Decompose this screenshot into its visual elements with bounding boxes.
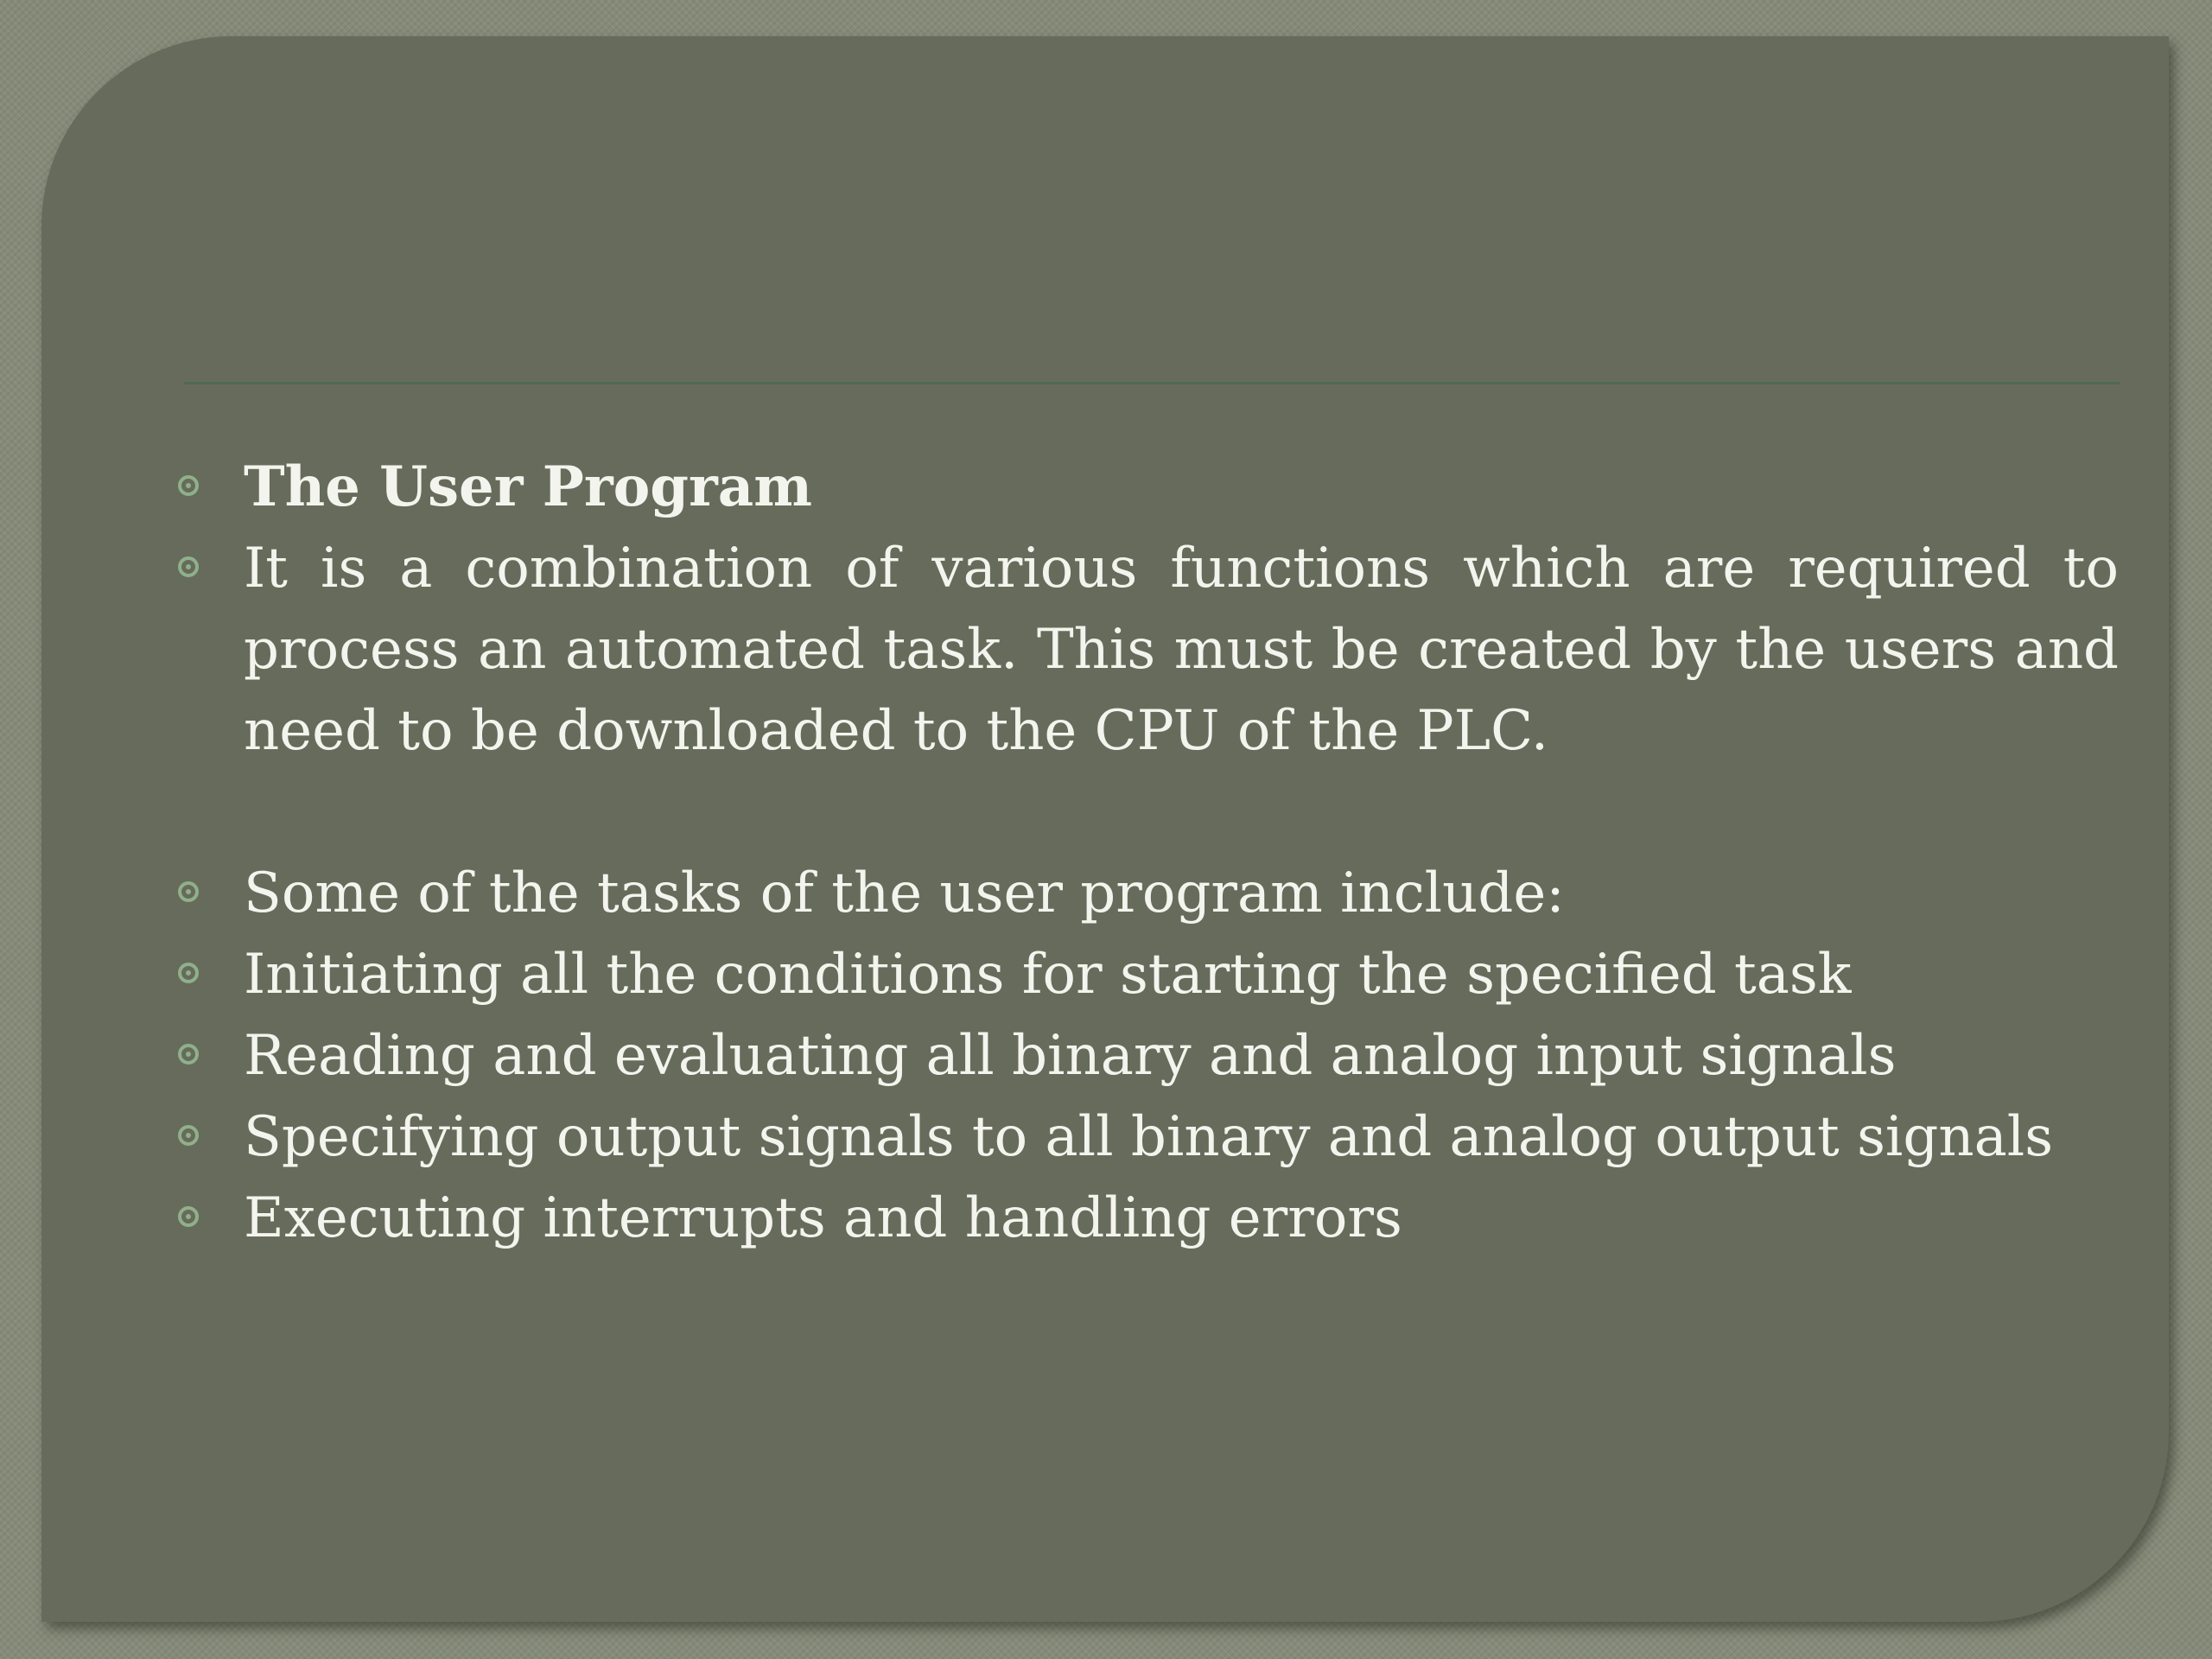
bullet-text: The User Program	[244, 454, 812, 519]
bullet-text: Some of the tasks of the user program include:	[244, 861, 1565, 925]
bullet-task-specifying	[173, 1096, 2119, 1178]
bullet-definition	[173, 528, 2119, 772]
bullet-spacer	[173, 772, 2119, 853]
bullet-text: It is a combination of various functions which are required to process an automated task. This must be created by the users and need to be downloaded to the CPU of the PLC.	[244, 537, 2119, 763]
bullet-text: Specifying output signals to all binary and analog output signals	[244, 1105, 2054, 1169]
circle-dot-bullet-icon	[178, 1206, 199, 1227]
bullet-list	[173, 447, 2119, 1259]
circle-dot-bullet-icon	[178, 963, 199, 983]
circle-dot-bullet-icon	[178, 881, 199, 902]
bullet-text: Initiating all the conditions for starting the specified task	[244, 943, 1852, 1007]
circle-dot-bullet-icon	[178, 556, 199, 577]
bullet-task-initiating	[173, 934, 2119, 1015]
circle-dot-bullet-icon	[178, 1125, 199, 1146]
bullet-heading-user-program	[173, 447, 2119, 528]
bullet-tasks-intro	[173, 853, 2119, 934]
circle-dot-bullet-icon	[178, 1044, 199, 1065]
title-divider	[184, 382, 2120, 385]
bullet-task-executing	[173, 1178, 2119, 1259]
bullet-task-reading	[173, 1015, 2119, 1096]
slide-panel	[41, 36, 2169, 1622]
bullet-text: Executing interrupts and handling errors	[244, 1186, 1402, 1250]
circle-dot-bullet-icon	[178, 475, 199, 496]
bullet-text: Reading and evaluating all binary and analog input signals	[244, 1024, 1897, 1088]
